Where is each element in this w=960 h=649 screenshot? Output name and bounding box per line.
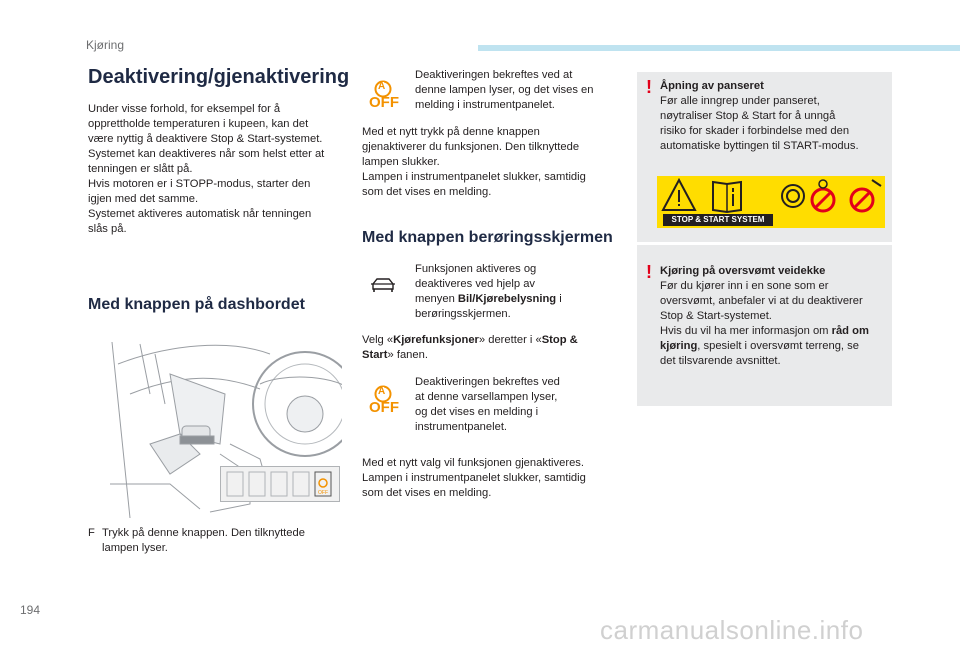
flood-title: Kjøring på oversvømt veidekke — [660, 265, 826, 277]
bullet-marker: F — [88, 527, 95, 539]
car-icon — [369, 275, 397, 295]
svg-text:OFF: OFF — [318, 490, 328, 496]
header-bar — [478, 45, 960, 51]
stop-start-off-icon-2: A OFF — [369, 386, 399, 416]
footer-watermark: carmanualsonline.info — [600, 615, 864, 645]
stop-start-warning-label — [657, 176, 885, 228]
press-note: F Trykk på denne knappen. Den tilknyttede lampen lyser. — [88, 527, 305, 554]
confirm-text-1: Deaktiveringen bekreftes ved at denne lampen lyser, og det vises en melding i instrumentpanelet. — [415, 69, 594, 111]
dashboard-heading: Med knappen på dashbordet — [88, 296, 305, 313]
page-number: 194 — [20, 603, 41, 617]
confirm-text-2: Deaktiveringen bekreftes ved at denne varsellampen lyser, og det vises en melding i instrumentpanelet. — [415, 376, 560, 433]
warning-icon-2: ! — [646, 262, 652, 282]
touch-text: Funksjonen aktiveres og deaktiveres ved hjelp av menyen Bil/Kjørebelysning i berøringsskjermen. — [415, 263, 562, 320]
hood-warning: Åpning av panseret Før alle inngrep under panseret, nøytraliser Stop & Start for å unngå risiko for skader i forbindelse med den automatiske byttingen til START-modus. — [660, 80, 859, 152]
hood-title: Åpning av panseret — [660, 80, 764, 92]
page-title: Deaktivering/gjenaktivering — [88, 66, 350, 88]
stop-start-off-icon: A OFF — [369, 81, 399, 111]
section-label: Kjøring — [86, 38, 125, 52]
warning-icon: ! — [646, 77, 652, 97]
button-inset — [220, 466, 340, 502]
reactivate-text-1: Med et nytt trykk på denne knappen gjenaktiverer du funksjonen. Den tilknyttede lampen slukker. Lampen i instrumentpanelet slukker, samtidig som det vises en melding. — [362, 126, 586, 198]
flood-warning: Kjøring på oversvømt veidekke Før du kjører inn i en sone som er oversvømt, anbefaler vi at du deaktiverer Stop & Start-systemet. Hvis du vil ha mer informasjon om råd om kjøring, spesielt i oversvømt terreng, se det tilsvarende avsnittet. — [660, 265, 869, 367]
touchscreen-heading: Med knappen berøringsskjermen — [362, 229, 613, 246]
select-instruction: Velg «Kjørefunksjoner» deretter i «Stop & Start» fanen. — [362, 334, 578, 361]
label-caption: STOP & START SYSTEM — [663, 214, 773, 226]
box-divider — [637, 242, 892, 245]
intro-text: Under visse forhold, for eksempel for å opprettholde temperaturen i kupeen, kan det være nyttig å deaktivere Stop & Start-systemet. Systemet kan deaktiveres når som helst etter at tenningen er slått på. Hvis motoren er i STOPP-modus, starter den igjen med det samme. Systemet aktiveres automatisk når tenningen slås på. — [88, 103, 325, 235]
reactivate-text-2: Med et nytt valg vil funksjonen gjenaktiveres. Lampen i instrumentpanelet slukker, samtidig som det vises en melding. — [362, 457, 586, 499]
